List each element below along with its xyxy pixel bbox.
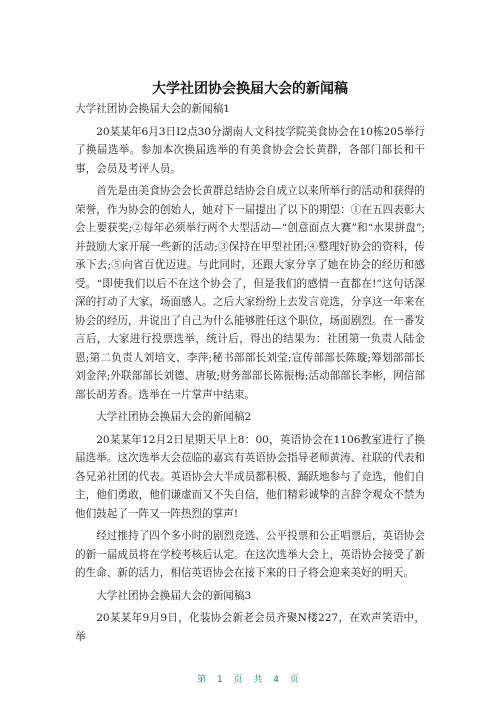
section-heading-1: 大学社团协会换届大会的新闻稿1 [75,103,231,115]
section-1-paragraph-1: 20某某年6月3日I2点30分湖南人文科技学院美食协会在10栋205举行了换届选举。参加本次换届选举的有美食协会会长黄群，各部门部长和干事，会员及考评人员。 [75,125,425,175]
document-title: 大学社团协会换届大会的新闻稿 [152,81,348,97]
section-1-paragraph-2: 首先是由美食协会会长黄群总结协会自成立以来所举行的活动和获得的荣誉，作为协会的创始人，她对下一届提出了以下的期望：①在五四表彰大会上要获奖;②每年必须举行两个大型活动—“创意面点大赛”和“水果拼盘”;并鼓励大家开展一些新的活动;③保持在甲型社团;④整理好协会的资料，传承下去;⑤向省百优迈进。与此同时，还跟大家分享了她在协会的经历和感受。“即使我们以后不在这个协会了，但是我们的感情一直都在!”这句话深深的打动了大家，场面感人。之后大家纷纷上去发言竞选，分享这一年来在协会的经历，并说出了自己为什么能够胜任这个职位，场面剧烈。在一番发言后，大家进行投票选举，统计后，得出的结果为：社团第一负责人陆金恩;第二负责人刘培文、李萍;秘书部部长刘莹;宣传部部长陈璇;筹划部部长刘金萍;外联部部长刘德、唐敏;财务部部长陈振梅;活动部部长李彬，网信部部长胡芳香。选举在一片掌声中结束。 [75,185,425,401]
section-heading-3: 大学社团协会换届大会的新闻稿3 [96,589,252,602]
section-2-paragraph-1: 20某某年12月2日星期天早上8：00，英语协会在1106教室进行了换届选举。这次选举大会莅临的嘉宾有英语协会指导老师黄涛、社联的代表和各兄弟社团的代表。英语协会大半成员都积极、踊跃地参与了竞选，他们自主，他们勇敢，他们谦虚而又不失自信，他们精彩诚挚的言辞令观众不禁为他们鼓起了一阵又一阵热烈的掌声! [75,433,425,520]
page-footer: 第 1 页 共 4 页 [197,675,303,685]
document-body [75,100,425,650]
section-2-paragraph-2: 经过推持了四个多小时的剧烈竞选、公平投票和公正唱票后，英语协会的新一届成员将在学校考核后认定。在这次选举大会上，英语协会接受了新的生命、新的活力，相信英语协会在接下来的日子将会迎来美好的明天。 [75,530,425,579]
section-heading-2: 大学社团协会换届大会的新闻稿2 [96,411,252,423]
section-3-paragraph-1: 20某某年9月9日，化装协会新老会员齐聚N楼227，在欢声笑语中，举 [75,612,425,643]
